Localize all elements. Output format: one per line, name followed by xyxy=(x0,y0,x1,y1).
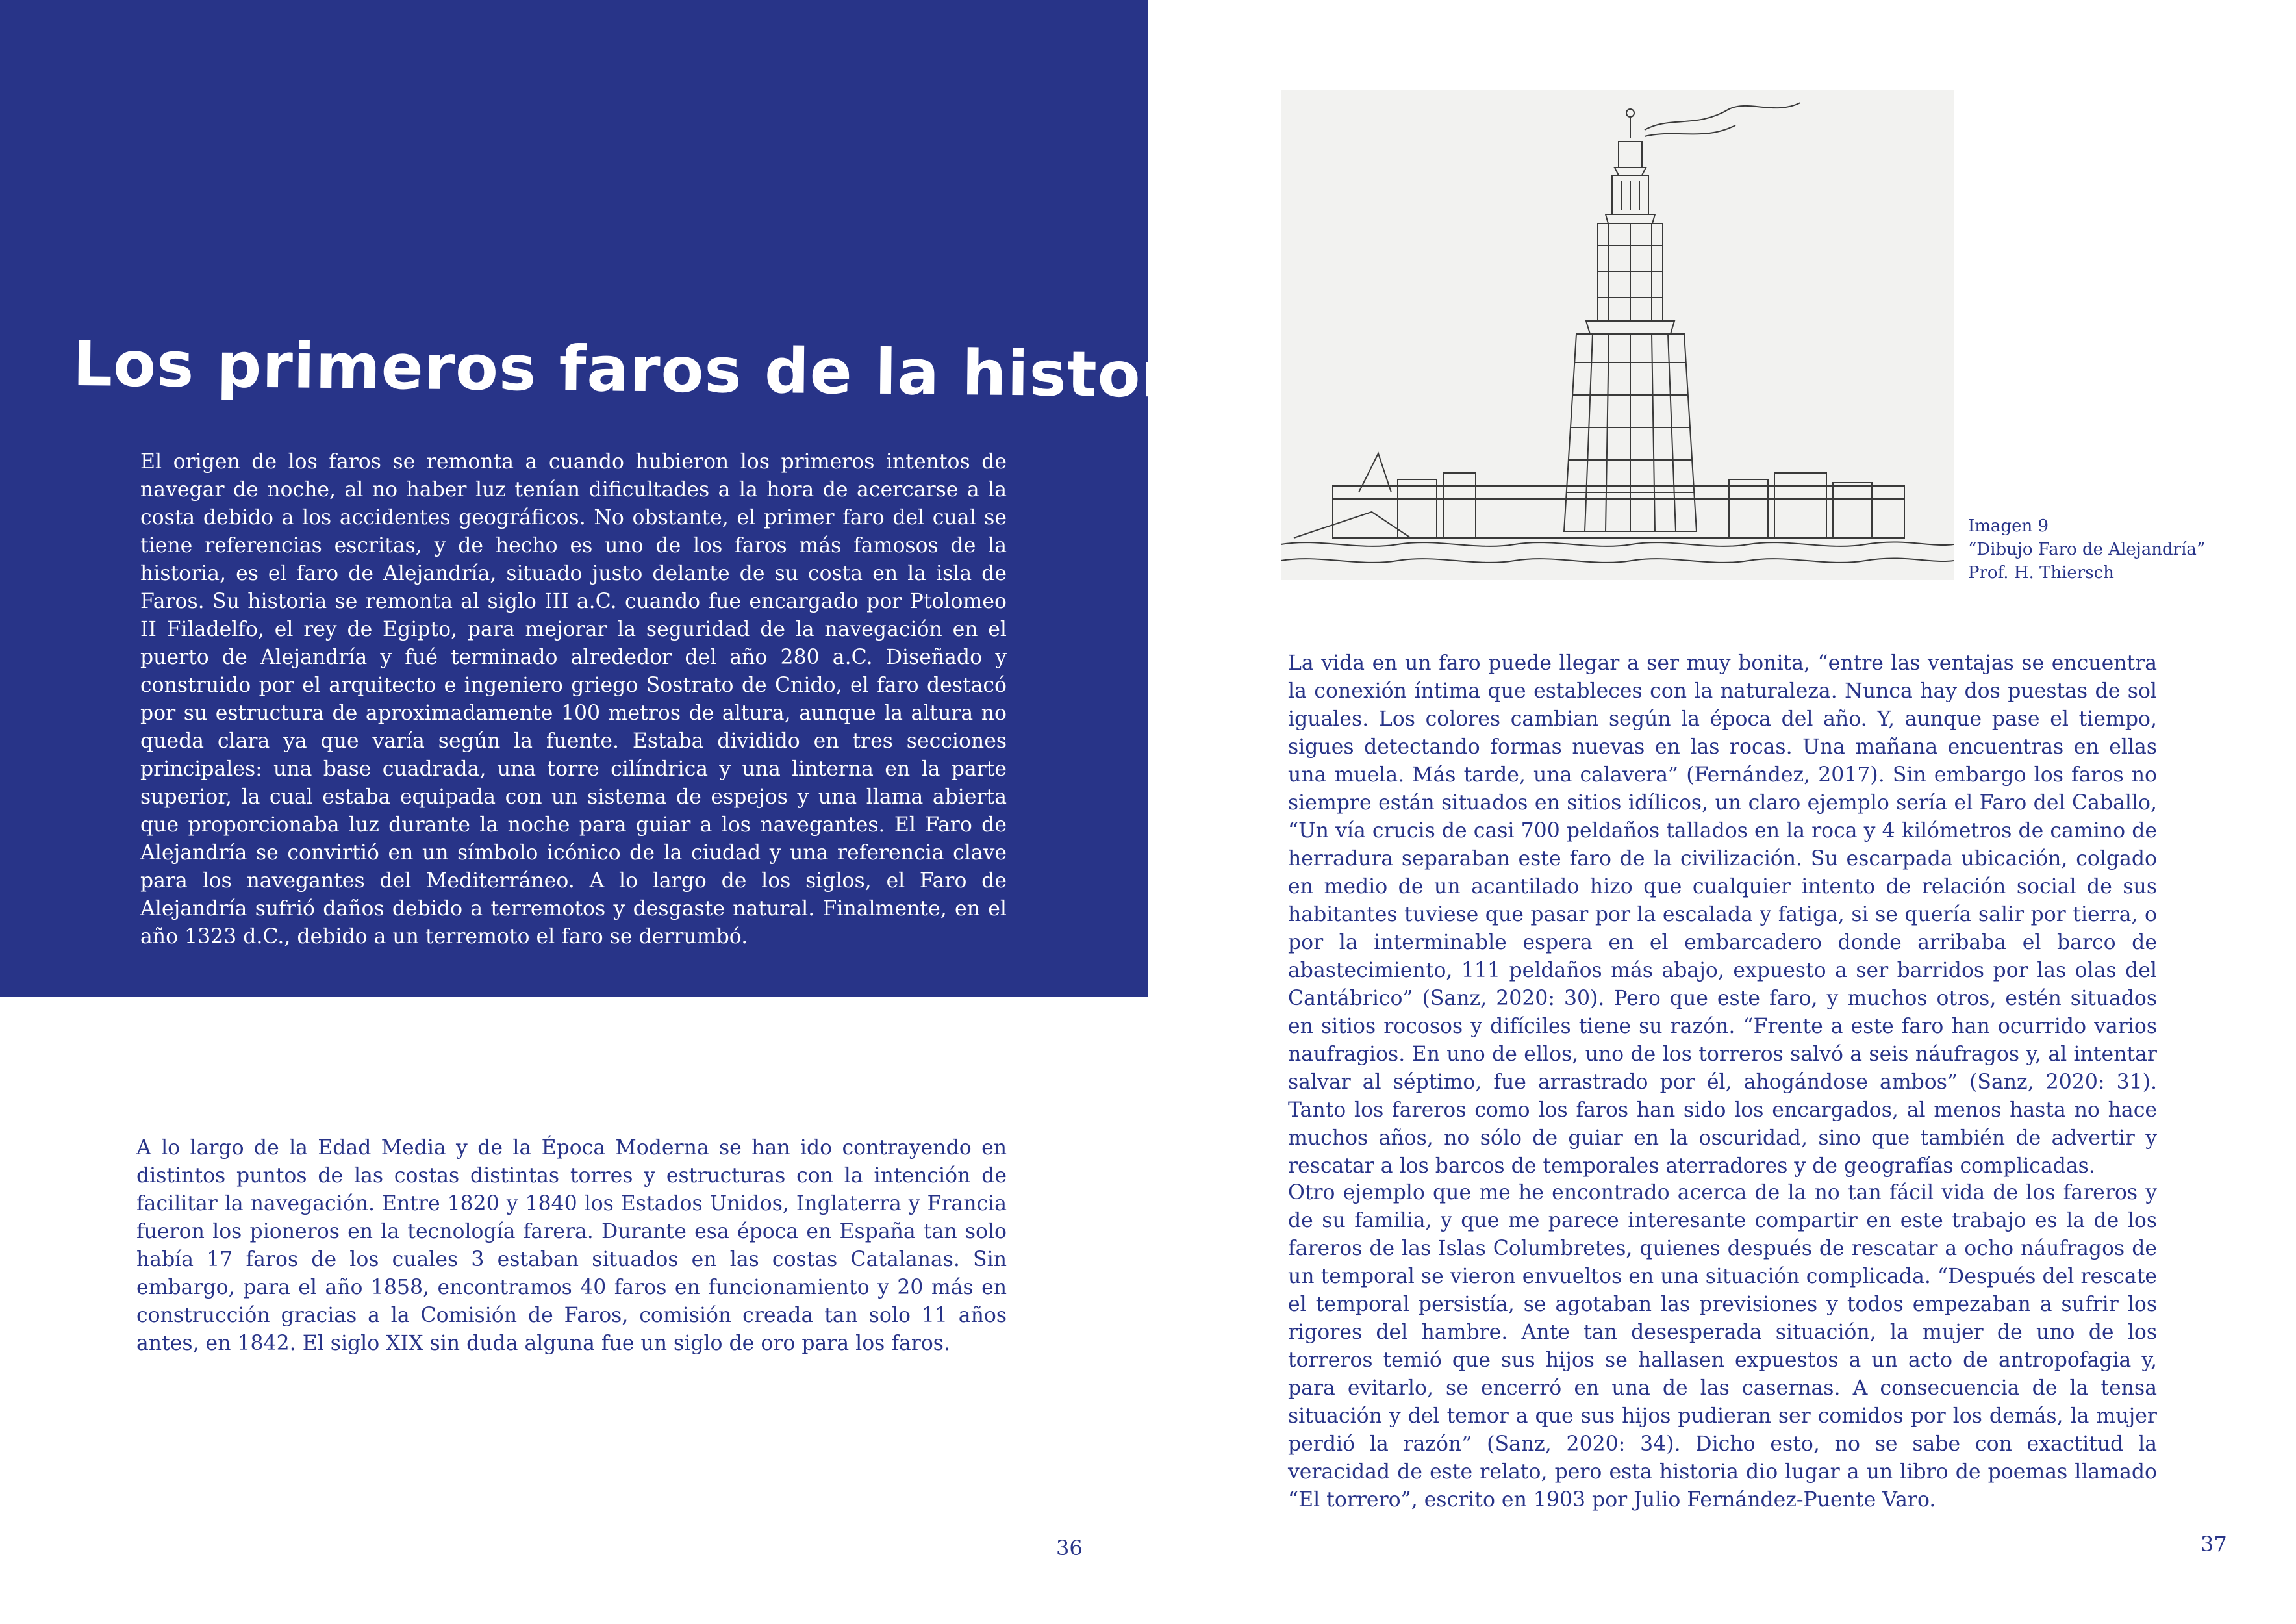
caption-line-3: Prof. H. Thiersch xyxy=(1968,563,2114,583)
page-number-left: 36 xyxy=(1056,1536,1083,1560)
lighthouse-drawing xyxy=(1281,90,1954,580)
middle-ages-paragraph: A lo largo de la Edad Media y de la Época Moderna se han ido contrayendo en distintos puntos de las costas distintas torres y estructuras con la intención de facilitar la navegación. Entre 1820 y 1840 los Estados Unidos, Inglaterra y Francia fueron los pioneros en la tecnología farera. Durante esa época en España tan solo había 17 faros de los cuales 3 estaban situados en las costas Catalanas. Sin embargo, para el año 1858, encontramos 40 faros en funcionamiento y 20 más en construcción gracias a la Comisión de Faros, comisión creada tan solo 11 años antes, en 1842. El siglo XIX sin duda alguna fue un siglo de oro para los faros. xyxy=(136,1136,1007,1355)
page-title: Los primeros faros de la historia xyxy=(72,327,1238,412)
right-paragraph-2: Otro ejemplo que me he encontrado acerca de la no tan fácil vida de los fareros y de su familia, y que me parece interesante compartir en este trabajo es la de los fareros de las Islas Columbretes, quienes después de rescatar a ocho náufragos de un temporal se vieron envueltos en una situación complicada. “Después del rescate el temporal persistía, se agotaban las previsiones y todos empezaban a sufrir los rigores del hambre. Ante tan desesperada situación, la mujer de uno de los torreros temió que sus hijos se hallasen expuestos a un acto de antropofagia y, para evitarlo, se encerró en una de las casernas. A consecuencia de la tensa situación y del temor a que sus hijos pudieran ser comidos por los demás, la mujer perdió la razón” (Sanz, 2020: 34). Dicho esto, no se sabe con exactitud la veracidad de este relato, pero esta historia dio lugar a un libro de poemas llamado “El torrero”, escrito en 1903 por Julio Fernández-Puente Varo. xyxy=(1288,1181,2157,1512)
caption-line-1: Imagen 9 xyxy=(1968,516,2049,536)
intro-paragraph: El origen de los faros se remonta a cuando hubieron los primeros intentos de navegar de noche, al no haber luz tenían dificultades a la hora de acercarse a la costa debido a los accidentes geográficos. No obstante, el primer faro del cual se tiene referencias escritas, y de hecho es uno de los faros más famosos de la historia, es el faro de Alejandría, situado justo delante de su costa en la isla de Faros. Su historia se remonta al siglo III a.C. cuando fue encargado por Ptolomeo II Filadelfo, el rey de Egipto, para mejorar la seguridad de la navegación en el puerto de Alejandría y fué terminado alrededor del año 280 a.C. Diseñado y construido por el arquitecto e ingeniero griego Sostrato de Cnido, el faro destacó por su estructura de aproximadamente 100 metros de altura, aunque la altura no queda clara ya que varía según la fuente. Estaba dividido en tres secciones principales: una base cuadrada, una torre cilíndrica y una linterna en la parte superior, la cual estaba equipada con un sistema de espejos y una llama abierta que proporcionaba luz durante la noche para guiar a los navegantes. El Faro de Alejandría se convirtió en un símbolo icónico de la ciudad y una referencia clave para los navegantes del Mediterráneo. A lo largo de los siglos, el Faro de Alejandría sufrió daños debido a terremotos y desgaste natural. Finalmente, en el año 1323 d.C., debido a un terremoto el faro se derrumbó. xyxy=(140,450,1007,948)
right-paragraph-1: La vida en un faro puede llegar a ser muy bonita, “entre las ventajas se encuentra la conexión íntima que estableces con la naturaleza. Nunca hay dos puestas de sol iguales. Los colores cambian según la época del año. Y, aunque pase el tiempo, sigues detectando formas nuevas en las rocas. Una mañana encuentras en ellas una muela. Más tarde, una calavera” (Fernández, 2017). Sin embargo los faros no siempre están situados en sitios idílicos, un claro ejemplo sería el Faro del Caballo, “Un vía crucis de casi 700 peldaños tallados en la roca y 4 kilómetros de camino de herradura separaban este faro de la civilización. Su escarpada ubicación, colgado en medio de un acantilado hizo que cualquier intento de relación social de sus habitantes tuviese que pasar por la escalada y fatiga, si se quería salir por tierra, o por la interminable espera en el embarcadero donde arribaba el barco de abastecimiento, 111 peldaños más abajo, expuesto a ser barridos por las olas del Cantábrico” (Sanz, 2020: 30). Pero que este faro, y muchos otros, estén situados en sitios rocosos y difíciles tiene su razón. “Frente a este faro han ocurrido varios naufragios. En uno de ellos, uno de los torreros salvó a seis náufragos y, al intentar salvar al séptimo, fue arrastrado por él, ahogándose ambos” (Sanz, 2020: 31). Tanto los fareros como los faros han sido los encargados, al menos hasta no hace muchos años, no sólo de guiar en la oscuridad, sino que también de advertir y rescatar a los barcos de temporales aterradores y de geografías complicadas. xyxy=(1288,652,2157,1178)
page-number-right: 37 xyxy=(2201,1532,2227,1556)
caption-line-2: “Dibujo Faro de Alejandría” xyxy=(1968,540,2206,559)
figure-caption xyxy=(1968,514,2241,585)
